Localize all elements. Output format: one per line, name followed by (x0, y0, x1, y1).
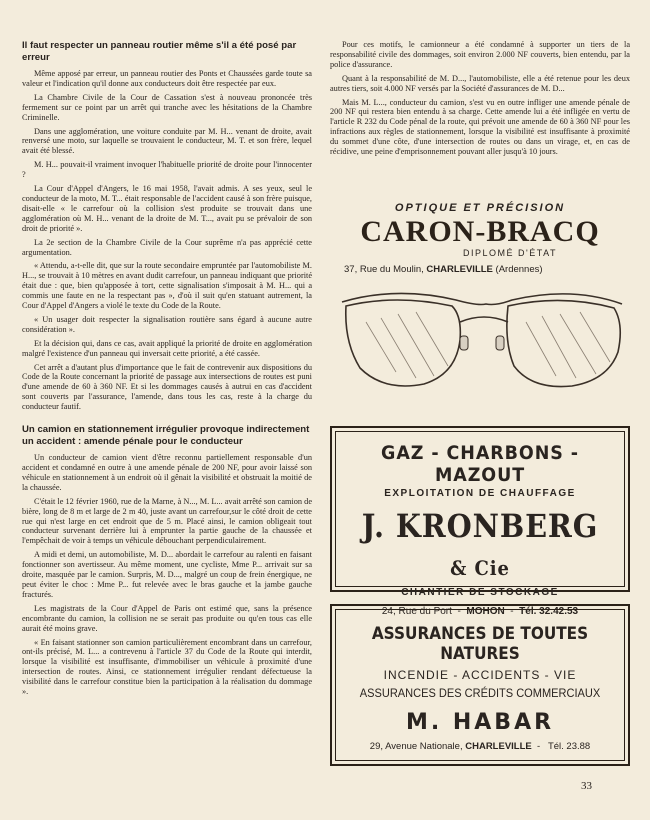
article-2-paragraph: A midi et demi, un automobiliste, M. D... abordait le carrefour au ralenti en faisant fonctionner son avertisseur. Au même moment, une cycliste, Mme P... arrivait sur sa droite, masquée par le camion. Surpris, M. D..., malgré un coup de frein énergique, ne peut éviter le choc : Mme P... fut relevée avec le bras gauche et la jambe gauche fracturés. (22, 550, 312, 599)
article-2-continued-paragraph: Quant à la responsabilité de M. D..., l'automobiliste, elle a été retenue pour les deux autres tiers, soit 4.000 NF versés par la Société d'assurances de M. D... (330, 73, 630, 93)
article-2-paragraph: Un conducteur de camion vient d'être reconnu partiellement responsable d'un accident et condamné en outre à une amende pénale de 200 NF, pour avoir laissé son véhicule en stationnement à un endroit où il gênait la visibilité et obstruait la moitié de la chaussée. (22, 453, 312, 492)
optician-region: (Ardennes) (495, 264, 543, 275)
kronberg-activity: CHANTIER DE STOCKAGE (401, 587, 559, 598)
kronberg-city: MOHON (466, 606, 505, 617)
left-column (22, 40, 312, 701)
article-2-continued-paragraph: Mais M. L..., conducteur du camion, s'est vu en outre infliger une amende pénale de 200 NF qui restera bien entendu à sa charge. Cette amende lui a été infligée en vertu de l'article R 232 du Code pénal de la route, qui prévoit une amende de 60 à 360 NF pour les infractions aux règles de stationnement, lorsque la visibilité est insuffisante à proximité du sommet d'une côte, d'une intersection de routes ou dans un virage, et, en cas de récidive, une peine d'emprisonnement pouvant aller jusqu'à 10 jours. (330, 97, 630, 157)
kronberg-advertisement (330, 426, 630, 617)
article-2-title: Un camion en stationnement irrégulier provoque indirectement un accident : amende pénale pour le conducteur (22, 424, 310, 447)
optician-tagline: OPTIQUE ET PRÉCISION (394, 202, 566, 214)
optician-advertisement (330, 200, 630, 396)
optician-diploma: DIPLOMÉ D'ÉTAT (463, 248, 557, 258)
habar-risks: INCENDIE - ACCIDENTS - VIE (383, 668, 577, 682)
optician-brand: CARON-BRACQ (360, 215, 600, 248)
habar-credits: ASSURANCES DES CRÉDITS COMMERCIAUX (359, 686, 601, 700)
kronberg-company: J. KRONBERG (361, 507, 599, 545)
habar-advertisement (330, 604, 630, 766)
kronberg-headline: GAZ - CHARBONS - MAZOUT (381, 442, 579, 486)
habar-phone: Tél. 23.88 (547, 741, 591, 752)
article-1-paragraph: Même apposé par erreur, un panneau routier des Ponts et Chaussées garde toute sa valeur et l'indication qu'il donne aux conducteurs doit être respectée par eux. (22, 69, 312, 88)
article-2-paragraph: C'était le 12 février 1960, rue de la Marne, à N..., M. L... avait arrêté son camion de bière, long de 8 m et large de 2 m 40, juste avant un carrefour,sur le côté droit de cette rue qui n'est large en cet endroit que de 5 m. Placé ainsi, le camion obligeait tout conducteur survenant derrière lui à emprunter la partie gauche de la chaussée et l'empêchait de voir à temps un véhicule débouchant perpendiculairement. (22, 496, 312, 546)
kronberg-contact-line: 24, Rue du Port - MOHON - Tél. 32.42.53 (381, 606, 579, 617)
kronberg-company-name (350, 507, 609, 583)
habar-city: CHARLEVILLE (465, 741, 532, 752)
page-number: 33 (581, 780, 592, 792)
article-2-paragraph: « En faisant stationner son camion particulièrement encombrant dans un carrefour, ont-ils précisé, M. L... a contrevenu à l'article 37 du Code de la Route qui interdit, lorsque la visibilité est insuffisante, d'immobiliser un véhicule à proximité d'une intersection de routes. Ainsi, ce stationnement irrégulier rendant défectueuse la visibilité dans le carrefour constitue bien la participation à la réalisation du dommage ». (22, 637, 312, 697)
kronberg-subheadline: EXPLOITATION DE CHAUFFAGE (384, 488, 576, 499)
article-1-paragraph: Cet arrêt a d'autant plus d'importance que le fait de contrevenir aux dispositions du Code de la Route concernant la priorité de passage aux intersections de routes est puni d'une amende de 60 à 360 NF. Et si les dommages causés à autrui en cas d'accident sont couverts par l'assurance, l'amende, dans tous les cas, reste à la charge du conducteur fautif. (22, 362, 312, 412)
article-2-paragraph: Les magistrats de la Cour d'Appel de Paris ont estimé que, sans la présence encombrante du camion, la collision ne se serait pas produite ou qu'en tous cas elle aurait été moins grave. (22, 603, 312, 633)
optician-address (344, 264, 630, 275)
optician-street: 37, Rue du Moulin, (344, 264, 424, 275)
kronberg-phone: Tél. 32.42.53 (519, 606, 579, 617)
habar-name: M. HABAR (405, 710, 555, 735)
article-1-paragraph: Et la décision qui, dans ce cas, avait appliqué la priorité de droite en agglomération malgré l'existence d'un panneau qui inversait cette priorité, a été cassée. (22, 338, 312, 358)
article-2-continued-paragraph: Pour ces motifs, le camionneur a été condamné à supporter un tiers de la responsabilité civile des dommages, soit environ 2.000 NF couverts, bien entendu, par la police d'assurance. (330, 40, 630, 69)
article-1-paragraph: Dans une agglomération, une voiture conduite par M. H... venant de droite, avait renversé une moto, sur laquelle se trouvaient le conducteur, M. T. et son frère, lequel avait été blessé. (22, 126, 312, 156)
article-1-title: Il faut respecter un panneau routier même s'il a été posé par erreur (22, 40, 297, 63)
right-column (330, 40, 630, 161)
article-1-paragraph: « Attendu, a-t-elle dit, que sur la route secondaire empruntée par l'automobiliste M. H..., se trouvait à 10 mètres en avant dudit carrefour, un panneau indiquant que priorité était due : que, bien qu'apposée à tort, cette signalisation s'imposait à M. H... qui a commis une faute en ne la respectant pas », d'où il suit qu'en statuant autrement, la Cour d'Appel d'Angers a violé le texte du Code de la Route. (22, 261, 312, 311)
habar-headline: ASSURANCES DE TOUTES NATURES (371, 624, 589, 664)
habar-contact-line: 29, Avenue Nationale, CHARLEVILLE - Tél. 23.88 (369, 741, 591, 752)
habar-street: 29, Avenue Nationale, (369, 741, 463, 752)
article-1-paragraph: La 2e section de la Chambre Civile de la Cour suprême n'a pas apprécié cette argumentation. (22, 237, 312, 257)
article-1-paragraph: M. H... pouvait-il vraiment invoquer l'habituelle priorité de droite pour l'innocenter ? (22, 160, 312, 180)
optician-city: CHARLEVILLE (426, 264, 493, 275)
kronberg-company-suffix: & Cie (450, 556, 510, 580)
eyeglasses-illustration (336, 282, 626, 394)
article-1-paragraph: La Chambre Civile de la Cour de Cassation s'est à nouveau prononcée très fermement sur ce point par un arrêt qui tranche avec les hésitations de la Chambre Criminelle. (22, 92, 312, 122)
kronberg-street: 24, Rue du Port (381, 606, 452, 617)
article-1-paragraph: La Cour d'Appel d'Angers, le 16 mai 1958, l'avait admis. A ses yeux, seul le conducteur de la moto, M. T... était responsable de l'accident causé à son frère puisque, disait-elle « le carrefour où la collision s'est produite se trouvait dans une agglomération où M. H... venant de la droite de M. T..., avait pu se prévaloir de son droit de priorité ». (22, 184, 312, 233)
article-1-paragraph: « Un usager doit respecter la signalisation routière sans égard à aucune autre considération ». (22, 314, 312, 334)
